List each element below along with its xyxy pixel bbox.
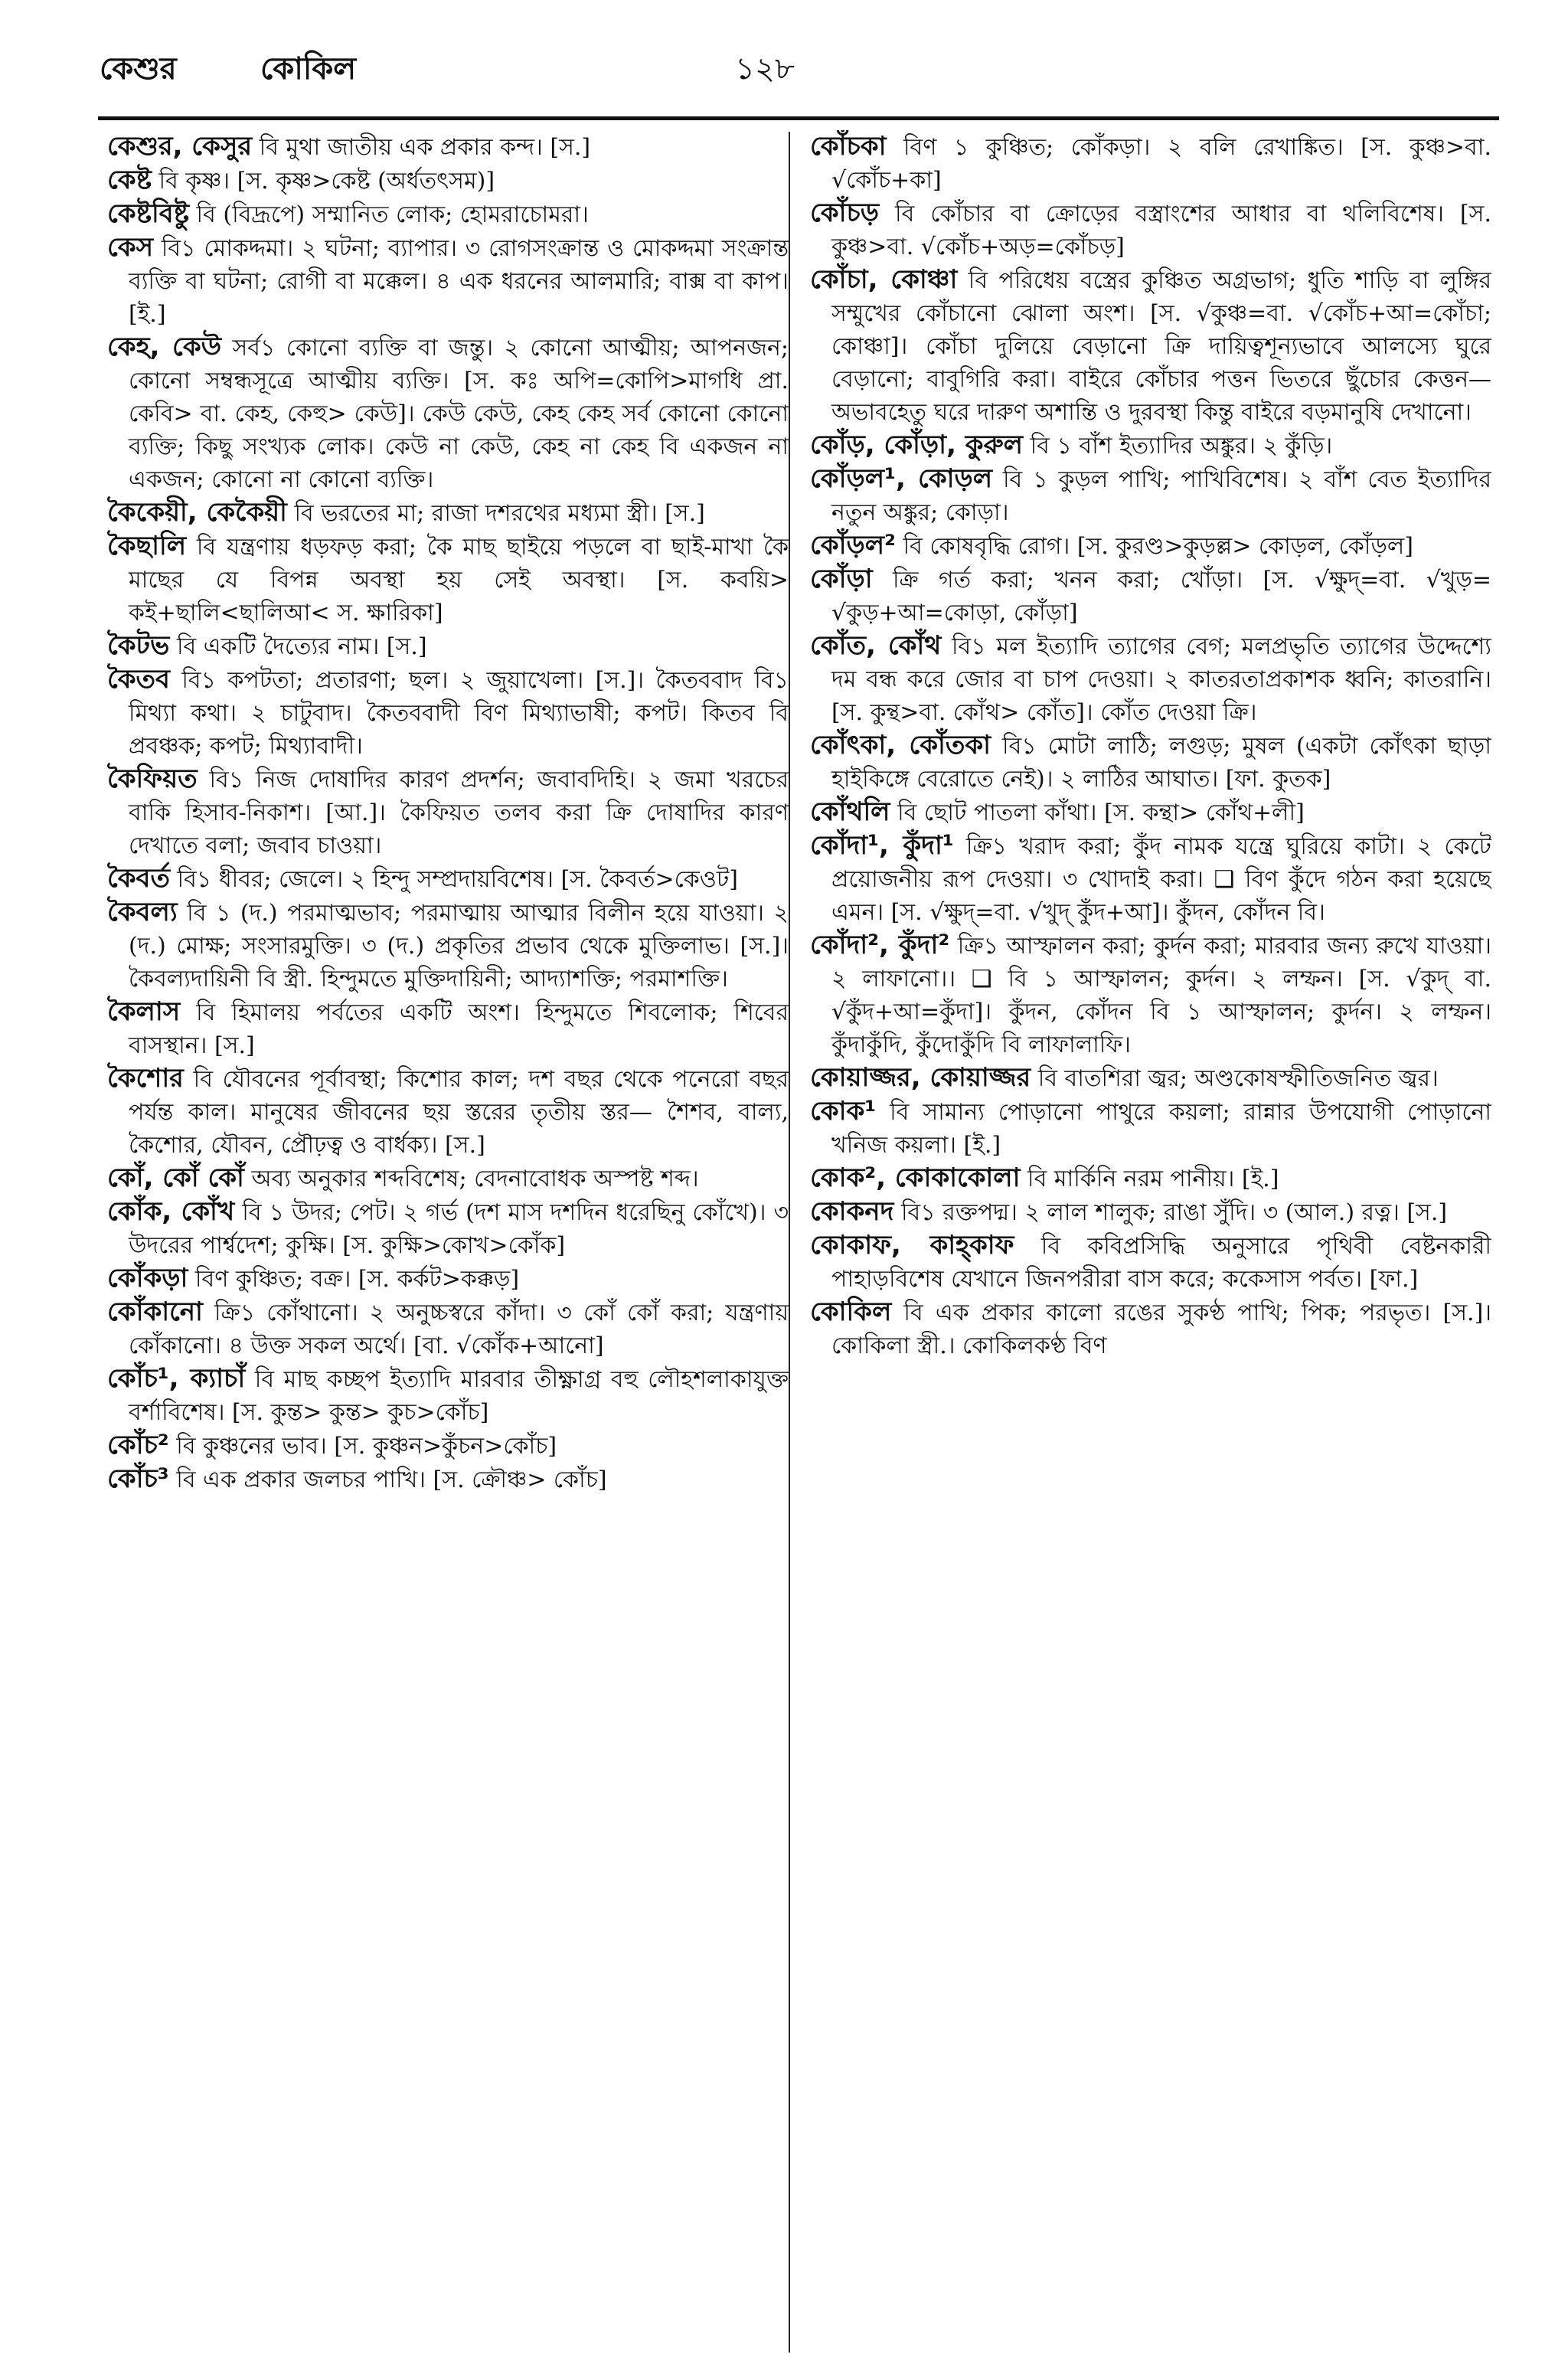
page-number: ১২৮ [735, 51, 795, 87]
entry-definition: বিণ কুঞ্চিত; বক্র। [স. কর্কট>কক্কড়] [194, 1266, 520, 1293]
entry-headword: কোক², কোকাকোলা [810, 1162, 1021, 1193]
dictionary-entry [107, 663, 789, 763]
dictionary-entry [107, 629, 789, 663]
entry-definition: বি পরিধেয় বস্ত্রের কুঞ্চিত অগ্রভাগ; ধুতি শাড়ি বা লুঙ্গির সম্মুখের কোঁচানো ঝোলা অংশ। [স. √কুঞ্চ=বা. √কোঁচ+আ=কোঁচা; কোঞ্চা]। কোঁচা দুলিয়ে বেড়ানো ক্রি দায়িত্বশূন্যভাবে আলস্যে ঘুরে বেড়ানো; বাবুগিরি করা। বাইরে কোঁচার পত্তন ভিতরে ছুঁচোর কেত্তন—অভাবহেতু ঘরে দারুণ অশান্তি ও দুরবস্থা কিন্তু বাইরে বড়মানুষি দেখানো। [831, 267, 1491, 426]
entry-headword: কৈতব [107, 664, 170, 695]
dictionary-entry [810, 1296, 1491, 1362]
entry-definition: বি১ ধীবর; জেলে। ২ হিন্দু সম্প্রদায়বিশেষ। [স. কৈবর্ত>কেওট] [177, 866, 738, 893]
entry-headword: কৈকেয়ী, কেকৈয়ী [107, 497, 287, 528]
entry-headword: কোঁদা¹, কুঁদা¹ [810, 830, 954, 861]
entry-headword: কোঁচড় [810, 198, 880, 228]
entry-headword: কৈবল্য [107, 897, 178, 927]
entry-headword: কোঁদা², কুঁদা² [810, 930, 950, 960]
entry-headword: কেষ্ট [107, 165, 152, 195]
running-head [100, 44, 1501, 98]
dictionary-entry [107, 1162, 789, 1195]
dictionary-entry [107, 1195, 789, 1262]
entry-headword: কোঁৎকা, কোঁতকা [810, 730, 991, 760]
entry-headword: কেশুর, কেসুর [107, 131, 253, 162]
entry-definition: বি মাছ কচ্ছপ ইত্যাদি মারবার তীক্ষ্ণাগ্র বহু লৌহশলাকাযুক্ত বর্শাবিশেষ। [স. কুন্ত> কুন্ত> কুচ>কোঁচ] [129, 1366, 789, 1426]
entry-headword: কোঁচ³ [107, 1463, 169, 1494]
dictionary-entry [107, 896, 789, 996]
entry-definition: বি১ কপটতা; প্রতারণা; ছল। ২ জুয়াখেলা। [স.]। কৈতববাদ বি১ মিথ্যা কথা। ২ চাটুবাদ। কৈতববাদী বিণ মিথ্যাভাষী; কপট। কিতব বি প্রবঞ্চক; কপট; মিথ্যাবাদী। [129, 667, 789, 760]
entry-headword: কোকিল [810, 1297, 892, 1327]
dictionary-entry [107, 331, 789, 496]
entry-headword: কেহ, কেউ [107, 332, 222, 362]
entry-definition: ক্রি১ কোঁথানো। ২ অনুচ্চস্বরে কাঁদা। ৩ কোঁ কোঁ করা; যন্ত্রণায় কোঁকানো। ৪ উক্ত সকল অর্থে। [বা. √কোঁক+আনো] [129, 1300, 789, 1359]
dictionary-entry [810, 829, 1491, 929]
entry-headword: কোয়াজ্জর, কোয়াজ্জর [810, 1062, 1031, 1093]
entry-definition: বি একটি দৈত্যের নাম। [স.] [176, 633, 427, 660]
entry-headword: কোঁথলি [810, 796, 890, 827]
entry-definition: বি হিমালয় পর্বতের একটি অংশ। হিন্দুমতে শিবলোক; শিবের বাসস্থান। [স.] [129, 999, 789, 1059]
entry-definition: বি১ মোকদ্দমা। ২ ঘটনা; ব্যাপার। ৩ রোগসংক্রান্ত ও মোকদ্দমা সংক্রান্ত ব্যক্তি বা ঘটনা; রোগী বা মক্কেল। ৪ এক ধরনের আলমারি; বাক্স বা কাপ। [ই.] [129, 235, 789, 328]
dictionary-entry [107, 1296, 789, 1362]
entry-definition: বি কৃষ্ণ। [স. কৃষ্ণ>কেষ্ট (অর্ধতৎসম)] [158, 168, 495, 195]
dictionary-entry [810, 629, 1491, 729]
entry-headword: কোঁড়ল² [810, 530, 896, 561]
dictionary-entry [107, 1463, 789, 1496]
running-head-first-word: কেশুর [100, 51, 177, 87]
dictionary-entry [810, 729, 1491, 796]
entry-headword: কোঁকড়া [107, 1263, 188, 1293]
entry-headword: কৈশোর [107, 1063, 184, 1094]
entry-definition: বি১ রক্তপদ্ম। ২ লাল শালুক; রাঙা সুঁদি। ৩ (আল.) রত্ন। [স.] [900, 1199, 1448, 1226]
entry-definition: ক্রি গর্ত করা; খনন করা; খোঁড়া। [স. √ক্ষুদ্=বা. √খুড়= √কুড়+আ=কোড়া, কোঁড়া] [831, 567, 1491, 626]
entry-definition: বি ১ বাঁশ ইত্যাদির অঙ্কুর। ২ কুঁড়ি। [1030, 433, 1333, 459]
dictionary-entry [810, 1061, 1491, 1095]
entry-headword: কৈছালি [107, 531, 187, 561]
running-head-last-word: কোকিল [260, 51, 357, 87]
entry-definition: বি এক প্রকার জলচর পাখি। [স. ক্রৌঞ্চ> কোঁচ] [176, 1467, 607, 1493]
entry-definition: বি১ মল ইত্যাদি ত্যাগের বেগ; মলপ্রভৃতি ত্যাগের উদ্দেশ্যে দম বন্ধ করে জোর বা চাপ দেওয়া। ২ কাতরতাপ্রকাশক ধ্বনি; কাতরানি। [স. কুন্থ>বা. কোঁথ> কোঁত]। কোঁত দেওয়া ক্রি। [831, 633, 1491, 726]
entry-definition: বি১ মোটা লাঠি; লগুড়; মুষল (একটা কোঁৎকা ছাড়া হাইকিঙ্গে বেরোতে নেই)। ২ লাঠির আঘাত। [ফা. কুতক] [831, 733, 1491, 793]
dictionary-entry [810, 1095, 1491, 1162]
dictionary-entry [107, 862, 789, 896]
dictionary-entry [107, 198, 789, 231]
dictionary-entry [107, 1262, 789, 1296]
dictionary-entry [810, 1195, 1491, 1229]
dictionary-entry [810, 197, 1491, 263]
dictionary-entry [810, 929, 1491, 1061]
entry-definition: ক্রি১ আস্ফালন করা; কুর্দন করা; মারবার জন্য রুখে যাওয়া। ২ লাফানো।। ❑ বি ১ আস্ফালন; কুর্দন। ২ লম্ফন। [স. √কুদ্ বা. √কুঁদ+আ=কুঁদা]। কুঁদন, কোঁদন বি ১ আস্ফালন; কুর্দন। ২ লম্ফন। কুঁদাকুঁদি, কুঁদোকুঁদি বি লাফালাফি। [831, 933, 1491, 1058]
entry-definition: বি বাতশিরা জ্বর; অণ্ডকোষস্ফীতিজনিত জ্বর। [1037, 1065, 1439, 1092]
entry-headword: কোঁড়, কোঁড়া, কুরুল [810, 430, 1024, 460]
entry-definition: বিণ ১ কুঞ্চিত; কোঁকড়া। ২ বলি রেখাঙ্কিত। [স. কুঞ্চ>বা. √কোঁচ+কা] [831, 134, 1491, 194]
dictionary-entry [107, 496, 789, 530]
entry-definition: বি মার্কিনি নরম পানীয়। [ই.] [1027, 1166, 1279, 1192]
dictionary-entry [810, 796, 1491, 829]
entry-headword: কোকনদ [810, 1196, 894, 1227]
dictionary-entry [810, 263, 1491, 429]
entry-definition: বি যৌবনের পূর্বাবস্থা; কিশোর কাল; দশ বছর থেকে পনেরো বছর পর্যন্ত কাল। মানুষের জীবনের ছয় স্তরের তৃতীয় স্তর— শৈশব, বাল্য, কৈশোর, যৌবন, প্রৌঢ়ত্ব ও বার্ধক্য। [স.] [129, 1066, 789, 1159]
header-rule [98, 116, 1499, 120]
dictionary-entry [107, 530, 789, 629]
entry-headword: কোকাফ, কাহ্‌কাফ [810, 1230, 1014, 1261]
entry-headword: কৈবর্ত [107, 863, 170, 894]
entry-definition: বি ভরতের মা; রাজা দশরথের মধ্যমা স্ত্রী। [স.] [294, 500, 705, 527]
dictionary-entry [107, 231, 789, 331]
left-column [107, 130, 789, 2351]
entry-definition: বি সামান্য পোড়ানো পাথুরে কয়লা; রান্নার উপযোগী পোড়ানো খনিজ কয়লা। [ই.] [831, 1099, 1491, 1159]
entry-definition: বি কোঁচার বা ক্রোড়ের বস্ত্রাংশের আধার বা থলিবিশেষ। [স. কুঞ্চ>বা. √কোঁচ+অড়=কোঁচড়] [831, 201, 1491, 260]
entry-definition: বি কবিপ্রসিদ্ধি অনুসারে পৃথিবী বেষ্টনকারী পাহাড়বিশেষ যেখানে জিনপরীরা বাস করে; ককেসাস পর্বত। [ফা.] [831, 1233, 1491, 1293]
entry-headword: কোঁক, কোঁখ [107, 1196, 235, 1227]
entry-headword: কেষ্টবিষ্টু [107, 198, 189, 229]
entry-headword: কেস [107, 232, 154, 263]
dictionary-entry [810, 563, 1491, 629]
entry-definition: ক্রি১ খরাদ করা; কুঁদ নামক যন্ত্রে ঘুরিয়ে কাটা। ২ কেটে প্রয়োজনীয় রূপ দেওয়া। ৩ খোদাই করা। ❑ বিণ কুঁদে গঠন করা হয়েছে এমন। [স. √ক্ষুদ্=বা. √খুদ্ কুঁদ+আ]। কুঁদন, কোঁদন বি। [831, 833, 1491, 926]
dictionary-entry [810, 1229, 1491, 1296]
entry-definition: বি মুথা জাতীয় এক প্রকার কন্দ। [স.] [259, 134, 591, 161]
entry-definition: সর্ব১ কোনো ব্যক্তি বা জন্তু। ২ কোনো আত্মীয়; আপনজন; কোনো সম্বন্ধসূত্রে আত্মীয় ব্যক্তি। [স. কঃ অপি=কোপি>মাগধি প্রা. কেবি> বা. কেহ, কেহু> কেউ]। কেউ কেউ, কেহ কেহ সর্ব কোনো কোনো ব্যক্তি; কিছু সংখ্যক লোক। কেউ না কেউ, কেহ না কেহ বি একজন না একজন; কোনো না কোনো ব্যক্তি। [129, 335, 789, 493]
entry-definition: বি১ নিজ দোষাদির কারণ প্রদর্শন; জবাবদিহি। ২ জমা খরচের বাকি হিসাব-নিকাশ। [আ.]। কৈফিয়ত তলব করা ক্রি দোষাদির কারণ দেখাতে বলা; জবাব চাওয়া। [129, 767, 789, 859]
entry-headword: কৈফিয়ত [107, 764, 198, 794]
entry-headword: কৈটভ [107, 630, 170, 661]
dictionary-entry [107, 164, 789, 198]
column-divider [789, 132, 790, 2353]
entry-headword: কোক¹ [810, 1096, 877, 1127]
entry-headword: কোঁড়া [810, 564, 873, 594]
dictionary-entry [107, 763, 789, 862]
entry-headword: কৈলাস [107, 996, 181, 1027]
entry-definition: বি ছোট পাতলা কাঁথা। [স. কন্থা> কোঁথ+লী] [897, 800, 1305, 826]
dictionary-entry [107, 1362, 789, 1429]
entry-headword: কোঁ, কোঁ কোঁ [107, 1162, 244, 1193]
entry-definition: বি (বিদ্রূপে) সম্মানিত লোক; হোমরাচোমরা। [196, 201, 589, 228]
entry-headword: কোঁচকা [810, 131, 887, 162]
entry-headword: কোঁচা, কোঞ্চা [810, 264, 958, 295]
dictionary-entry [107, 1429, 789, 1463]
entry-headword: কোঁচ¹, ক্যাচাঁ [107, 1363, 246, 1394]
entry-definition: বি ১ উদর; পেট। ২ গর্ভ (দশ মাস দশদিন ধরেছিনু কোঁখে)। ৩ উদরের পার্শ্বদেশ; কুক্ষি। [স. কুক্ষি>কোখ>কোঁক] [129, 1199, 789, 1259]
entry-definition: বি ১ কুড়ল পাখি; পাখিবিশেষ। ২ বাঁশ বেত ইত্যাদির নতুন অঙ্কুর; কোড়া। [831, 466, 1491, 526]
dictionary-entry [810, 130, 1491, 197]
entry-headword: কোঁচ² [107, 1430, 169, 1460]
dictionary-entry [107, 130, 789, 164]
dictionary-entry [107, 996, 789, 1062]
entry-definition: বি যন্ত্রণায় ধড়ফড় করা; কৈ মাছ ছাইয়ে পড়লে বা ছাই-মাখা কৈ মাছের যে বিপন্ন অবস্থা হয় সেই অবস্থা। [স. কবয়ি> কই+ছালি<ছালিআ< স. ক্ষারিকা] [129, 534, 789, 626]
dictionary-entry [107, 1062, 789, 1162]
entry-definition: বি ১ (দ.) পরমাত্মভাব; পরমাত্মায় আত্মার বিলীন হয়ে যাওয়া। ২ (দ.) মোক্ষ; সংসারমুক্তি। ৩ (দ.) প্রকৃতির প্রভাব থেকে মুক্তিলাভ। [স.]। কৈবল্যদায়িনী বি স্ত্রী. হিন্দুমতে মুক্তিদায়িনী; আদ্যাশক্তি; পরমাশক্তি। [129, 900, 789, 992]
dictionary-entry [810, 429, 1491, 463]
entry-headword: কোঁড়ল¹, কোড়ল [810, 463, 993, 494]
dictionary-entry [810, 1162, 1491, 1195]
entry-headword: কোঁকানো [107, 1297, 203, 1327]
right-column [810, 130, 1491, 2351]
entry-definition: বি কোষবৃদ্ধি রোগ। [স. কুরণ্ড>কুড়ল্ল> কোড়ল, কোঁড়ল] [903, 533, 1413, 560]
dictionary-entry [810, 463, 1491, 529]
entry-definition: বি এক প্রকার কালো রঙের সুকণ্ঠ পাখি; পিক; পরভৃত। [স.]। কোকিলা স্ত্রী.। কোকিলকণ্ঠ বিণ [831, 1300, 1491, 1359]
dictionary-entry [810, 529, 1491, 563]
entry-definition: বি কুঞ্চনের ভাব। [স. কুঞ্চন>কুঁচন>কোঁচ] [176, 1433, 557, 1460]
entry-headword: কোঁত, কোঁথ [810, 630, 942, 661]
entry-definition: অব্য অনুকার শব্দবিশেষ; বেদনাবোধক অস্পষ্ট শব্দ। [251, 1166, 699, 1192]
